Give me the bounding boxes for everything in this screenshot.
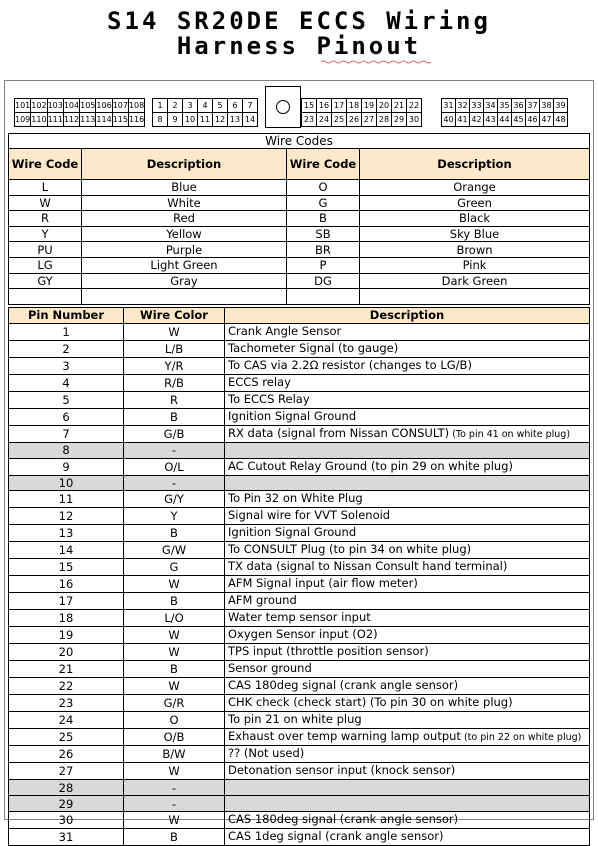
circle-key-icon xyxy=(276,100,290,114)
pin-row xyxy=(9,796,590,812)
pin-description-cell xyxy=(225,610,590,627)
pin-number-cell: 30 xyxy=(9,811,124,828)
pin-number-cell: 29 xyxy=(9,796,124,812)
connector-pin: 45 xyxy=(512,113,526,127)
pin-description-text: Ignition Signal Ground xyxy=(228,408,357,423)
pin-row xyxy=(9,593,590,610)
wire-color-cell: O/B xyxy=(124,729,225,746)
pin-description-text: CHK check (check start) (To pin 30 on white plug) xyxy=(228,695,513,710)
connector-pin: 9 xyxy=(168,113,183,127)
wire-color-cell: G/B xyxy=(124,425,225,442)
connector-pin: 35 xyxy=(498,99,512,113)
connector-pin: 46 xyxy=(526,113,540,127)
connector-pin: 2 xyxy=(168,99,183,113)
pin-description-text: Ignition Signal Ground xyxy=(228,525,357,540)
wire-color-cell: W xyxy=(124,323,225,340)
connector-pin: 16 xyxy=(317,99,332,113)
pin-description-cell xyxy=(225,357,590,374)
wire-color-cell: W xyxy=(124,576,225,593)
connector-pin: 17 xyxy=(332,99,347,113)
pin-row xyxy=(9,712,590,729)
pin-description-text: Sensor ground xyxy=(228,661,312,676)
pin-number-cell: 23 xyxy=(9,695,124,712)
wire-color-cell: L/B xyxy=(124,340,225,357)
connector-pin: 104 xyxy=(63,99,79,113)
pin-row xyxy=(9,746,590,763)
connector-pin: 107 xyxy=(112,99,128,113)
pin-row xyxy=(9,508,590,525)
pin-description-note: (To pin 41 on white plug) xyxy=(449,428,571,440)
wire-color-cell: O xyxy=(124,712,225,729)
pin-number-cell: 6 xyxy=(9,408,124,425)
connector-block xyxy=(14,98,145,127)
connector-pin: 21 xyxy=(392,99,407,113)
pin-number-header: Pin Number xyxy=(9,308,124,324)
connector-pin: 32 xyxy=(456,99,470,113)
wire-code-cell: P xyxy=(287,257,360,273)
pin-description-cell xyxy=(225,374,590,391)
pin-number-cell: 17 xyxy=(9,593,124,610)
pin-row xyxy=(9,780,590,796)
pin-row xyxy=(9,491,590,508)
pin-description-text: To ECCS Relay xyxy=(228,391,310,406)
pin-description-text: To Pin 32 on White Plug xyxy=(228,491,363,506)
page-title-line2: Harness Pinout xyxy=(176,32,422,60)
connector-pin: 24 xyxy=(317,113,332,127)
pin-description-cell xyxy=(225,763,590,780)
pin-description-text: RX data (signal from Nissan CONSULT) xyxy=(228,425,450,440)
connector-pin: 13 xyxy=(228,113,243,127)
wire-description-cell xyxy=(82,289,287,305)
wire-color-cell: B xyxy=(124,525,225,542)
pin-row xyxy=(9,323,590,340)
pin-number-cell: 12 xyxy=(9,508,124,525)
pin-number-cell: 28 xyxy=(9,780,124,796)
wire-description-cell xyxy=(360,289,590,305)
connector-pin: 18 xyxy=(347,99,362,113)
pin-description-cell xyxy=(225,340,590,357)
pin-row xyxy=(9,458,590,475)
pin-number-cell: 27 xyxy=(9,763,124,780)
pin-description-text: Detonation sensor input (knock sensor) xyxy=(228,763,456,778)
description-header: Description xyxy=(82,149,287,180)
connector-pin: 29 xyxy=(392,113,407,127)
pin-row xyxy=(9,475,590,491)
wire-description-cell: Black xyxy=(360,211,590,227)
connector-pin: 12 xyxy=(213,113,228,127)
wire-code-cell: W xyxy=(9,195,82,211)
connector-pin: 102 xyxy=(31,99,47,113)
pin-description-text: AFM ground xyxy=(228,593,297,608)
wire-color-cell: B xyxy=(124,408,225,425)
connector-pin: 103 xyxy=(47,99,63,113)
wire-color-cell: W xyxy=(124,763,225,780)
wire-color-cell: W xyxy=(124,644,225,661)
pin-number-cell: 8 xyxy=(9,442,124,458)
wire-code-cell: PU xyxy=(9,242,82,258)
wire-description-cell: Red xyxy=(82,211,287,227)
pin-table xyxy=(8,307,590,846)
pin-description-cell xyxy=(225,475,590,491)
wire-color-cell: - xyxy=(124,796,225,812)
connector-pin: 44 xyxy=(498,113,512,127)
pin-number-cell: 13 xyxy=(9,525,124,542)
wire-code-cell: SB xyxy=(287,226,360,242)
pin-description-text: To CONSULT Plug (to pin 34 on white plug) xyxy=(228,542,472,557)
connector-pin: 116 xyxy=(128,113,144,127)
wire-code-row xyxy=(9,257,590,273)
pin-description-text: AC Cutout Relay Ground (to pin 29 on white plug) xyxy=(228,458,513,473)
pin-row xyxy=(9,610,590,627)
connector-pin: 26 xyxy=(347,113,362,127)
pin-number-cell: 3 xyxy=(9,357,124,374)
connector-pin: 111 xyxy=(47,113,63,127)
wire-color-cell: G/Y xyxy=(124,491,225,508)
connector-pin: 37 xyxy=(526,99,540,113)
pin-number-cell: 15 xyxy=(9,559,124,576)
pin-description-cell xyxy=(225,796,590,812)
wire-color-cell: G/R xyxy=(124,695,225,712)
pin-description-cell xyxy=(225,695,590,712)
wire-description-cell: Light Green xyxy=(82,257,287,273)
pin-description-cell xyxy=(225,542,590,559)
pin-number-cell: 5 xyxy=(9,391,124,408)
wire-code-cell xyxy=(9,289,82,305)
pin-description-text: Tachometer Signal (to gauge) xyxy=(228,340,399,355)
connector-pin: 5 xyxy=(213,99,228,113)
pin-description-cell xyxy=(225,712,590,729)
wire-code-cell: DG xyxy=(287,273,360,289)
wire-code-cell: L xyxy=(9,180,82,196)
pin-number-cell: 7 xyxy=(9,425,124,442)
pin-number-cell: 16 xyxy=(9,576,124,593)
pin-description-text: CAS 180deg signal (crank angle sensor) xyxy=(228,678,459,693)
pin-number-cell: 10 xyxy=(9,475,124,491)
connector-pin: 34 xyxy=(484,99,498,113)
pin-description-cell xyxy=(225,746,590,763)
connector-pin: 11 xyxy=(198,113,213,127)
pin-row xyxy=(9,627,590,644)
connector-pin: 110 xyxy=(31,113,47,127)
spellcheck-underline xyxy=(321,60,431,64)
wire-description-cell: Pink xyxy=(360,257,590,273)
connector-pin: 14 xyxy=(243,113,258,127)
wire-code-cell xyxy=(287,289,360,305)
pin-row xyxy=(9,391,590,408)
wire-color-cell: Y/R xyxy=(124,357,225,374)
wire-color-cell: - xyxy=(124,442,225,458)
pin-number-cell: 26 xyxy=(9,746,124,763)
connector-pin: 114 xyxy=(96,113,112,127)
wire-description-cell: Purple xyxy=(82,242,287,258)
wire-code-row xyxy=(9,273,590,289)
connector-pin: 15 xyxy=(302,99,317,113)
pin-description-text: TX data (signal to Nissan Consult hand terminal) xyxy=(228,559,508,574)
pin-row xyxy=(9,525,590,542)
connector-pin: 10 xyxy=(183,113,198,127)
connector-pin: 19 xyxy=(362,99,377,113)
connector-pin: 108 xyxy=(128,99,144,113)
wire-color-cell: - xyxy=(124,475,225,491)
wire-color-cell: R xyxy=(124,391,225,408)
pin-number-cell: 2 xyxy=(9,340,124,357)
wire-color-cell: B xyxy=(124,828,225,845)
wire-description-cell: Gray xyxy=(82,273,287,289)
pin-description-cell xyxy=(225,525,590,542)
pin-number-cell: 11 xyxy=(9,491,124,508)
wire-description-cell: Sky Blue xyxy=(360,226,590,242)
connector-pin: 112 xyxy=(63,113,79,127)
pin-number-cell: 4 xyxy=(9,374,124,391)
pin-row xyxy=(9,442,590,458)
connector-pin: 42 xyxy=(470,113,484,127)
wire-code-cell: Y xyxy=(9,226,82,242)
wire-description-cell: Green xyxy=(360,195,590,211)
connector-block xyxy=(441,98,568,127)
pin-description-cell xyxy=(225,593,590,610)
pin-description-cell xyxy=(225,323,590,340)
pin-row xyxy=(9,374,590,391)
pin-description-cell xyxy=(225,729,590,746)
pin-number-cell: 22 xyxy=(9,678,124,695)
pin-row xyxy=(9,542,590,559)
wire-color-cell: W xyxy=(124,678,225,695)
wire-color-cell: Y xyxy=(124,508,225,525)
pin-description-text: AFM Signal input (air flow meter) xyxy=(228,576,418,591)
connector-block xyxy=(301,98,422,127)
connector-pin: 7 xyxy=(243,99,258,113)
wire-code-header: Wire Code xyxy=(9,149,82,180)
pin-number-cell: 19 xyxy=(9,627,124,644)
pin-row xyxy=(9,828,590,845)
connector-block xyxy=(152,98,258,127)
pin-description-cell xyxy=(225,811,590,828)
wire-color-cell: W xyxy=(124,627,225,644)
pin-description-text: ?? (Not used) xyxy=(228,746,305,761)
wire-code-row xyxy=(9,180,590,196)
pin-row xyxy=(9,408,590,425)
connector-pin: 43 xyxy=(484,113,498,127)
pin-description-text: To CAS via 2.2Ω resistor (changes to LG/B) xyxy=(228,357,472,372)
pin-number-cell: 14 xyxy=(9,542,124,559)
connector-pin: 4 xyxy=(198,99,213,113)
pin-description-text: Oxygen Sensor input (O2) xyxy=(228,627,378,642)
pin-row xyxy=(9,695,590,712)
wire-color-cell: G xyxy=(124,559,225,576)
connector-pin: 22 xyxy=(407,99,422,113)
wire-code-cell: O xyxy=(287,180,360,196)
wire-code-cell: GY xyxy=(9,273,82,289)
connector-pin: 47 xyxy=(540,113,554,127)
connector-pin: 101 xyxy=(15,99,31,113)
connector-pin: 30 xyxy=(407,113,422,127)
wire-description-cell: White xyxy=(82,195,287,211)
connector-pin: 105 xyxy=(80,99,96,113)
pin-description-cell xyxy=(225,425,590,442)
wire-description-cell: Orange xyxy=(360,180,590,196)
description-header: Description xyxy=(360,149,590,180)
pin-number-cell: 21 xyxy=(9,661,124,678)
pin-description-cell xyxy=(225,780,590,796)
wire-description-cell: Yellow xyxy=(82,226,287,242)
pin-description-text: Exhaust over temp warning lamp output xyxy=(228,729,461,744)
pin-description-text: CAS 180deg signal (crank angle sensor) xyxy=(228,811,459,826)
connector-pin: 8 xyxy=(153,113,168,127)
wire-color-cell: G/W xyxy=(124,542,225,559)
wire-code-cell: LG xyxy=(9,257,82,273)
pin-description-text: ECCS relay xyxy=(228,374,291,389)
pin-number-cell: 25 xyxy=(9,729,124,746)
pin-row xyxy=(9,644,590,661)
wire-code-cell: G xyxy=(287,195,360,211)
pin-number-cell: 20 xyxy=(9,644,124,661)
pin-description-cell xyxy=(225,644,590,661)
wire-code-header: Wire Code xyxy=(287,149,360,180)
pin-row xyxy=(9,661,590,678)
connector-pin: 36 xyxy=(512,99,526,113)
connector-pin: 33 xyxy=(470,99,484,113)
wire-color-cell: L/O xyxy=(124,610,225,627)
pin-description-cell xyxy=(225,458,590,475)
pin-description-cell xyxy=(225,627,590,644)
wire-code-row xyxy=(9,289,590,305)
pin-description-cell xyxy=(225,508,590,525)
pin-description-cell xyxy=(225,828,590,845)
wire-codes-caption: Wire Codes xyxy=(9,134,590,149)
connector-pin: 25 xyxy=(332,113,347,127)
connector-pin: 31 xyxy=(442,99,456,113)
wire-code-row xyxy=(9,242,590,258)
wire-code-row xyxy=(9,211,590,227)
connector-pin: 39 xyxy=(554,99,568,113)
pin-row xyxy=(9,559,590,576)
connector-pin: 38 xyxy=(540,99,554,113)
connector-pin: 109 xyxy=(15,113,31,127)
pin-description-cell xyxy=(225,678,590,695)
pin-description-text: Signal wire for VVT Solenoid xyxy=(228,508,391,523)
wire-description-cell: Blue xyxy=(82,180,287,196)
pin-description-cell xyxy=(225,408,590,425)
wire-color-cell: W xyxy=(124,811,225,828)
pin-row xyxy=(9,340,590,357)
pin-description-text: To pin 21 on white plug xyxy=(228,712,362,727)
pin-number-cell: 31 xyxy=(9,828,124,845)
pin-description-text: TPS input (throttle position sensor) xyxy=(228,644,429,659)
pin-description-cell xyxy=(225,661,590,678)
connector-pin: 40 xyxy=(442,113,456,127)
pin-description-header: Description xyxy=(225,308,590,324)
connector-pin: 3 xyxy=(183,99,198,113)
connector-pin: 27 xyxy=(362,113,377,127)
pin-row xyxy=(9,357,590,374)
pin-description-text: Crank Angle Sensor xyxy=(228,323,342,338)
connector-pin: 115 xyxy=(112,113,128,127)
pin-row xyxy=(9,811,590,828)
pin-row xyxy=(9,678,590,695)
pin-description-cell xyxy=(225,391,590,408)
wire-code-cell: R xyxy=(9,211,82,227)
pin-description-note: (to pin 22 on white plug) xyxy=(460,732,582,744)
connector-pin: 20 xyxy=(377,99,392,113)
connector-pin: 23 xyxy=(302,113,317,127)
wire-code-cell: B xyxy=(287,211,360,227)
pin-description-text: CAS 1deg signal (crank angle sensor) xyxy=(228,828,444,843)
wire-color-cell: B xyxy=(124,593,225,610)
wire-color-cell: B/W xyxy=(124,746,225,763)
pin-description-cell xyxy=(225,442,590,458)
page-title-line1: S14 SR20DE ECCS Wiring xyxy=(107,7,491,35)
pin-number-cell: 9 xyxy=(9,458,124,475)
pin-description-cell xyxy=(225,559,590,576)
connector-key xyxy=(265,86,301,128)
wire-color-cell: - xyxy=(124,780,225,796)
connector-pin: 28 xyxy=(377,113,392,127)
pin-description-text: Water temp sensor input xyxy=(228,610,371,625)
pin-row xyxy=(9,576,590,593)
pin-row xyxy=(9,425,590,442)
pin-number-cell: 24 xyxy=(9,712,124,729)
connector-pin: 48 xyxy=(554,113,568,127)
pin-row xyxy=(9,729,590,746)
wire-color-cell: O/L xyxy=(124,458,225,475)
wire-codes-table xyxy=(8,133,590,305)
wire-color-cell: R/B xyxy=(124,374,225,391)
wire-description-cell: Dark Green xyxy=(360,273,590,289)
pin-description-cell xyxy=(225,576,590,593)
wire-description-cell: Brown xyxy=(360,242,590,258)
pin-row xyxy=(9,763,590,780)
pin-description-cell xyxy=(225,491,590,508)
connector-pin: 6 xyxy=(228,99,243,113)
connector-pin: 106 xyxy=(96,99,112,113)
wire-code-row xyxy=(9,226,590,242)
wire-color-header: Wire Color xyxy=(124,308,225,324)
connector-pin: 113 xyxy=(80,113,96,127)
wire-code-row xyxy=(9,195,590,211)
connector-pin: 1 xyxy=(153,99,168,113)
wire-color-cell: B xyxy=(124,661,225,678)
connector-pin: 41 xyxy=(456,113,470,127)
pin-number-cell: 18 xyxy=(9,610,124,627)
pin-number-cell: 1 xyxy=(9,323,124,340)
wire-code-cell: BR xyxy=(287,242,360,258)
